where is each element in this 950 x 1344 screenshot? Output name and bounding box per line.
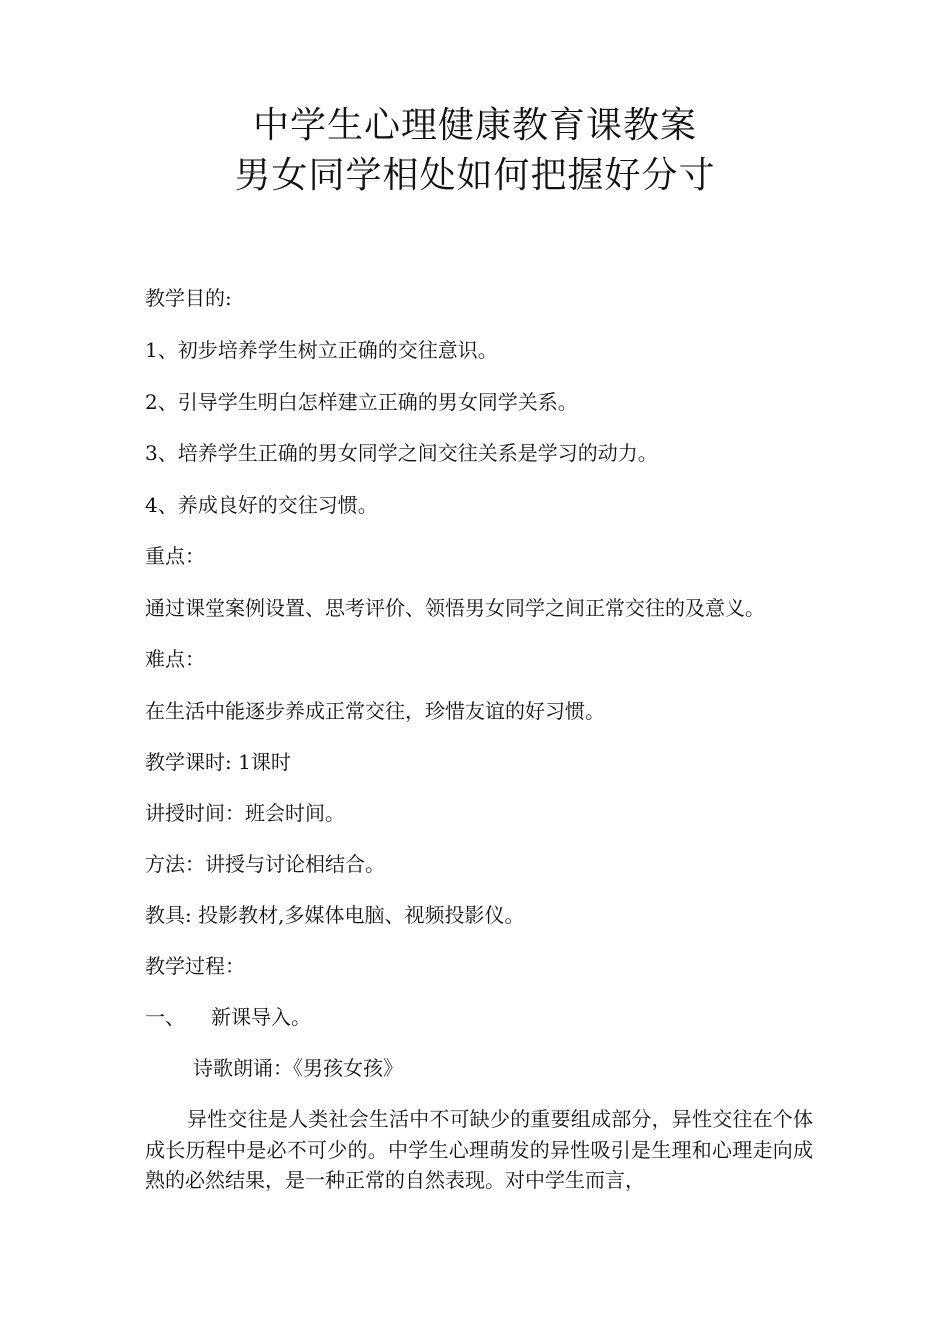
objective-item-2: 2、引导学生明白怎样建立正确的男女同学关系。 — [145, 390, 578, 414]
document-title: 中学生心理健康教育课教案 — [252, 105, 697, 146]
section-1-heading — [145, 1004, 311, 1030]
class-hours: 教学课时: 1课时 — [145, 750, 291, 774]
teaching-method: 方法：讲授与讨论相结合。 — [145, 852, 385, 876]
lecture-time: 讲授时间：班会时间。 — [145, 801, 345, 825]
intro-paragraph: 异性交往是人类社会生活中不可缺少的重要组成部分，异性交往在个体成长历程中是必不可少的。中学生心理萌发的异性吸引是生理和心理走向成熟的必然结果，是一种正常的自然表现。对中学生而言， — [145, 1107, 813, 1192]
objective-item-4: 4、养成良好的交往习惯。 — [145, 493, 378, 517]
section-1-number: 一、 — [145, 1005, 185, 1029]
process-heading: 教学过程： — [145, 954, 245, 978]
poem-recitation-line: 诗歌朗诵：《男孩女孩》 — [193, 1056, 403, 1080]
objectives-heading: 教学目的: — [145, 286, 232, 310]
document-subtitle: 男女同学相处如何把握好分寸 — [234, 155, 716, 196]
difficulty-text: 在生活中能逐步养成正常交往，珍惜友谊的好习惯。 — [145, 699, 605, 723]
teaching-aids: 教具: 投影教材,多媒体电脑、视频投影仪。 — [145, 903, 525, 927]
key-point-text: 通过课堂案例设置、思考评价、领悟男女同学之间正常交往的及意义。 — [145, 596, 765, 620]
objective-item-3: 3、培养学生正确的男女同学之间交往关系是学习的动力。 — [145, 441, 658, 465]
objective-item-1: 1、初步培养学生树立正确的交往意识。 — [145, 338, 498, 362]
key-point-heading: 重点： — [145, 544, 205, 568]
difficulty-heading: 难点： — [145, 647, 205, 671]
section-1-title: 新课导入。 — [211, 1005, 311, 1029]
